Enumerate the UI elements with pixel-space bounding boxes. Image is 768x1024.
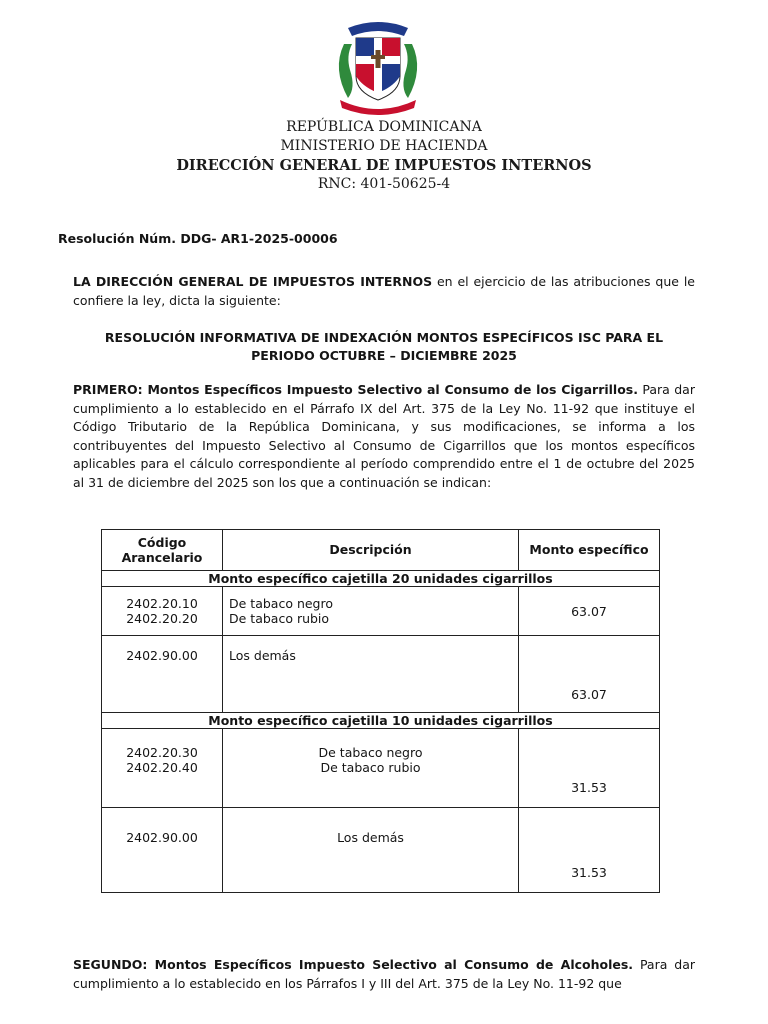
isc-amounts-table (101, 529, 660, 893)
section-row-20-units (102, 571, 660, 587)
code-value: 2402.20.30 (126, 745, 198, 760)
amount-cell: 31.53 (519, 808, 660, 893)
section-label-20-units: Monto específico cajetilla 20 unidades cigarrillos (102, 571, 660, 587)
table-row (102, 587, 660, 636)
description-value: De tabaco negro (318, 745, 423, 760)
primero-bold: PRIMERO: Montos Específicos Impuesto Selectivo al Consumo de los Cigarrillos. (73, 382, 638, 397)
document-header (0, 118, 768, 194)
resolution-title (73, 329, 695, 365)
code-cell: 2402.90.00 (102, 808, 223, 893)
description-value: De tabaco negro (229, 596, 333, 611)
code-cell (102, 587, 223, 636)
code-cell: 2402.90.00 (102, 636, 223, 713)
code-cell (102, 729, 223, 808)
table-row (102, 636, 660, 713)
code-value: 2402.20.10 (126, 596, 198, 611)
title-line-1: RESOLUCIÓN INFORMATIVA DE INDEXACIÓN MONTOS ESPECÍFICOS ISC PARA EL (104, 330, 664, 345)
description-cell (223, 729, 519, 808)
segundo-bold: SEGUNDO: Montos Específicos Impuesto Selectivo al Consumo de Alcoholes. (73, 957, 634, 972)
resolution-number: Resolución Núm. DDG- AR1-2025-00006 (58, 231, 338, 246)
description-value: De tabaco rubio (320, 760, 421, 775)
segundo-text: Para dar cumplimiento a lo establecido en los Párrafos I y III del Art. 375 de la Ley No. 11-92 que (73, 957, 696, 991)
header-description: Descripción (223, 530, 519, 571)
intro-paragraph (73, 273, 695, 310)
section-row-10-units (102, 713, 660, 729)
amount-cell: 63.07 (519, 587, 660, 636)
header-code-line-1: Código (137, 535, 187, 550)
agency-name: DIRECCIÓN GENERAL DE IMPUESTOS INTERNOS (176, 157, 592, 174)
intro-text: en el ejercicio de las atribuciones que le confiere la ley, dicta la siguiente: (73, 274, 695, 308)
title-line-2: PERIODO OCTUBRE – DICIEMBRE 2025 (251, 348, 517, 363)
amount-cell: 63.07 (519, 636, 660, 713)
primero-text: Para dar cumplimiento a lo establecido en el Párrafo IX del Art. 375 de la Ley No. 11-92 que instituye el Código Tributario de la República Dominicana, y sus modificaciones, se informa a los contribuyentes del Impuesto Selectivo al Consumo de Cigarrillos que los montos específicos aplicables para el cálculo correspondiente al período comprendido entre el 1 de octubre del 2025 al 31 de diciembre del 2025 son los que a continuación se indican: (73, 382, 695, 490)
table-header-row (102, 530, 660, 571)
table-row (102, 808, 660, 893)
description-cell: Los demás (223, 636, 519, 713)
code-value: 2402.20.20 (126, 611, 198, 626)
amount-cell: 31.53 (519, 729, 660, 808)
header-code-line-2: Arancelario (121, 550, 203, 565)
description-cell (223, 587, 519, 636)
segundo-paragraph (73, 956, 695, 993)
ministry-name: MINISTERIO DE HACIENDA (280, 138, 488, 154)
code-value: 2402.20.40 (126, 760, 198, 775)
header-amount: Monto específico (519, 530, 660, 571)
rnc-number: RNC: 401-50625-4 (317, 176, 451, 192)
section-label-10-units: Monto específico cajetilla 10 unidades cigarrillos (102, 713, 660, 729)
description-cell: Los demás (223, 808, 519, 893)
intro-bold: LA DIRECCIÓN GENERAL DE IMPUESTOS INTERNOS (73, 274, 433, 289)
country-name: REPÚBLICA DOMINICANA (286, 119, 482, 135)
description-value: De tabaco rubio (229, 611, 330, 626)
header-code (102, 530, 223, 571)
coat-of-arms-emblem (326, 14, 430, 118)
primero-paragraph (73, 381, 695, 492)
table-row (102, 729, 660, 808)
